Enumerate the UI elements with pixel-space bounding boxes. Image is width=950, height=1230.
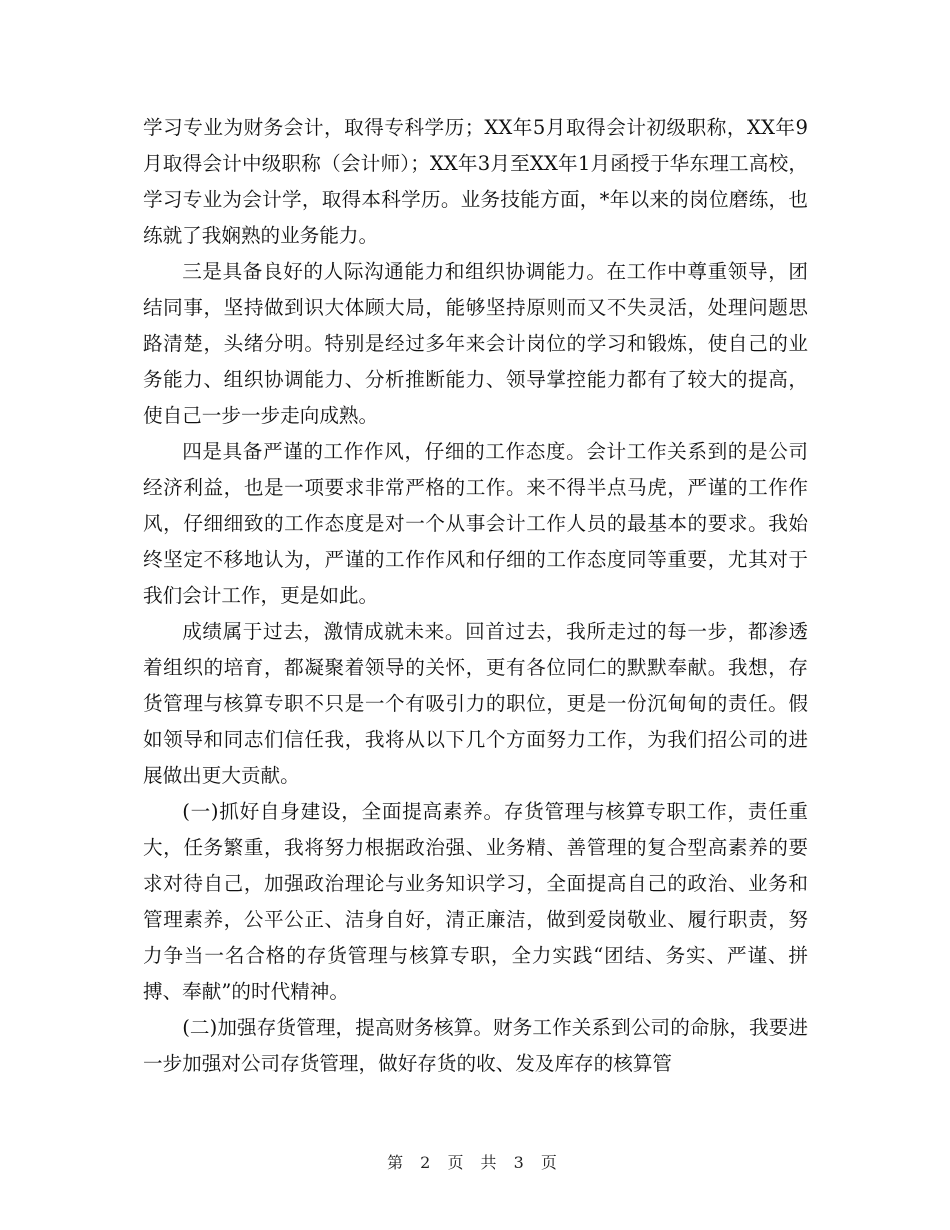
paragraph-1: 学习专业为财务会计，取得专科学历；XX年5月取得会计初级职称，XX年9月取得会计中级职称（会计师）；XX年3月至XX年1月函授于华东理工高校，学习专业为会计学，取得本科学历。业务技能方面，*年以来的岗位磨练，也练就了我娴熟的业务能力。 (143, 116, 808, 247)
document-body (143, 110, 808, 1082)
paragraph-2: 三是具备良好的人际沟通能力和组织协调能力。在工作中尊重领导，团结同事，坚持做到识大体顾大局，能够坚持原则而又不失灵活，处理问题思路清楚，头绪分明。特别是经过多年来会计岗位的学习和锻炼，使自己的业务能力、组织协调能力、分析推断能力、领导掌控能力都有了较大的提高，使自己一步一步走向成熟。 (143, 260, 808, 427)
paragraph-4: 成绩属于过去，激情成就未来。回首过去，我所走过的每一步，都渗透着组织的培育，都凝聚着领导的关怀，更有各位同仁的默默奉献。我想，存货管理与核算专职不只是一个有吸引力的职位，更是一份沉甸甸的责任。假如领导和同志们信任我，我将从以下几个方面努力工作，为我们招公司的进展做出更大贡献。 (143, 620, 808, 787)
page-number-footer: 第 2 页 共 3 页 (387, 1153, 563, 1172)
paragraph-5: (一)抓好自身建设，全面提高素养。存货管理与核算专职工作，责任重大，任务繁重，我将努力根据政治强、业务精、善管理的复合型高素养的要求对待自己，加强政治理论与业务知识学习，全面提高自己的政治、业务和管理素养，公平公正、洁身自好，清正廉洁，做到爱岗敬业、履行职责，努力争当一名合格的存货管理与核算专职，全力实践“团结、务实、严谨、拼搏、奉献”的时代精神。 (143, 800, 808, 1003)
paragraph-3: 四是具备严谨的工作作风，仔细的工作态度。会计工作关系到的是公司经济利益，也是一项要求非常严格的工作。来不得半点马虎，严谨的工作作风，仔细细致的工作态度是对一个从事会计工作人员的最基本的要求。我始终坚定不移地认为，严谨的工作作风和仔细的工作态度同等重要，尤其对于我们会计工作，更是如此。 (143, 440, 808, 607)
paragraph-6: (二)加强存货管理，提高财务核算。财务工作关系到公司的命脉，我要进一步加强对公司存货管理，做好存货的收、发及库存的核算管 (143, 1016, 808, 1075)
